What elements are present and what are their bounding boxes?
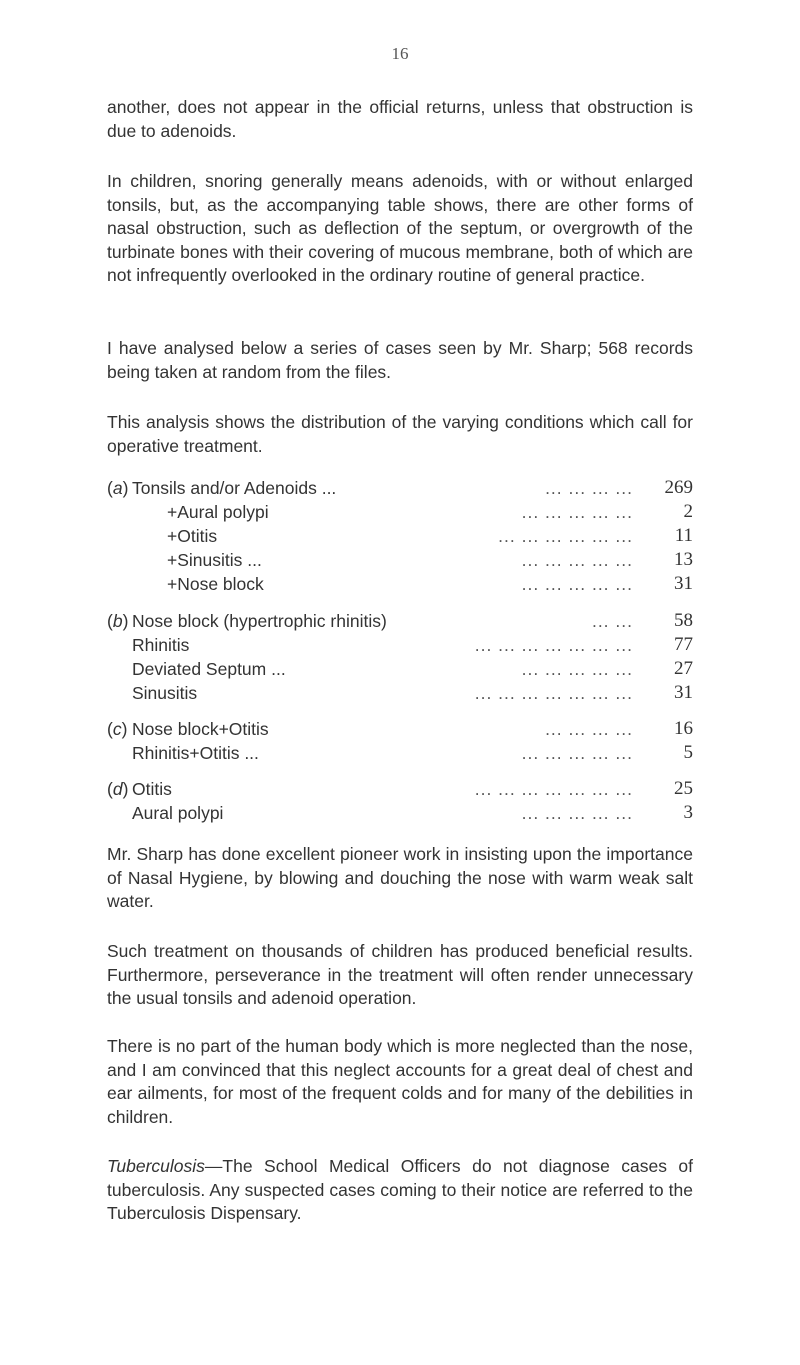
- row-value: 58: [674, 610, 693, 631]
- table-row: [107, 500, 693, 524]
- row-label: Tonsils and/or Adenoids ...: [132, 478, 337, 498]
- row-label: Rhinitis+Otitis ...: [132, 743, 259, 763]
- row-leader-dots: ... ... ... ...: [545, 719, 633, 739]
- row-leader-dots: ... ... ... ... ... ... ...: [474, 635, 633, 655]
- row-leader-dots: ... ... ... ... ...: [521, 743, 633, 763]
- row-value: 269: [664, 477, 693, 498]
- group-letter: (b): [107, 611, 129, 631]
- row-label: +Otitis: [167, 526, 218, 546]
- paragraph-8: [107, 1155, 693, 1226]
- row-label: +Nose block: [167, 574, 264, 594]
- paragraph-4: This analysis shows the distribution of the varying conditions which call for operative treatment.: [107, 412, 693, 456]
- table-row: [107, 717, 693, 741]
- row-label: Rhinitis: [132, 635, 190, 655]
- row-value: 5: [683, 742, 693, 763]
- group-letter: (c): [107, 719, 128, 739]
- row-leader-dots: ... ... ... ...: [545, 478, 633, 498]
- row-value: 2: [683, 501, 693, 522]
- row-leader-dots: ... ... ... ... ...: [521, 803, 633, 823]
- paragraph-2: In children, snoring generally means adenoids, with or without enlarged tonsils, but, as the accompanying table shows, there are other forms of nasal obstruction, such as deflection of the septum, or overgrowth of the turbinate bones with their covering of mucous membrane, both of which are not infrequently overlooked in the ordinary routine of general practice.: [107, 171, 693, 285]
- row-label: Aural polypi: [132, 803, 224, 823]
- table-row: [107, 741, 693, 765]
- table-row: [107, 801, 693, 825]
- row-label: Nose block+Otitis: [132, 719, 269, 739]
- row-value: 27: [674, 658, 693, 679]
- tuberculosis-heading: Tuberculosis: [107, 1156, 205, 1176]
- table-row: [107, 777, 693, 801]
- page-number: 16: [391, 44, 409, 63]
- table-row: [107, 548, 693, 572]
- table-row: [107, 657, 693, 681]
- row-label: Deviated Septum ...: [132, 659, 286, 679]
- row-leader-dots: ... ... ... ... ...: [521, 550, 633, 570]
- row-label: Otitis: [132, 779, 172, 799]
- paragraph-5: Mr. Sharp has done excellent pioneer work in insisting upon the importance of Nasal Hygiene, by blowing and douching the nose with warm weak salt water.: [107, 844, 693, 911]
- group-letter: (a): [107, 478, 129, 498]
- paragraph-1: another, does not appear in the official returns, unless that obstruction is due to adenoids.: [107, 97, 693, 141]
- row-value: 13: [674, 549, 693, 570]
- table-row: [107, 524, 693, 548]
- row-label: +Sinusitis ...: [167, 550, 262, 570]
- row-leader-dots: ... ... ... ... ... ... ...: [474, 779, 633, 799]
- row-label: +Aural polypi: [167, 502, 269, 522]
- row-value: 11: [674, 525, 693, 546]
- row-label: Sinusitis: [132, 683, 198, 703]
- row-leader-dots: ... ... ... ... ... ... ...: [474, 683, 633, 703]
- tuberculosis-text: —The School Medical Officers do not diagnose cases of tuberculosis. Any suspected cases coming to their notice are referred to the Tuberculosis Dispensary.: [107, 1156, 693, 1223]
- table-row: [107, 572, 693, 596]
- row-leader-dots: ... ... ... ... ...: [521, 502, 633, 522]
- row-leader-dots: ... ... ... ... ...: [521, 659, 633, 679]
- row-leader-dots: ... ... ... ... ... ...: [498, 526, 633, 546]
- row-value: 31: [674, 682, 693, 703]
- table-row: [107, 681, 693, 705]
- row-value: 77: [674, 634, 693, 655]
- paragraph-3: I have analysed below a series of cases seen by Mr. Sharp; 568 records being taken at random from the files.: [107, 338, 693, 382]
- group-letter: (d): [107, 779, 129, 799]
- table-row: [107, 633, 693, 657]
- row-leader-dots: ... ... ... ... ...: [521, 574, 633, 594]
- row-label: Nose block (hypertrophic rhinitis): [132, 611, 387, 631]
- row-value: 25: [674, 778, 693, 799]
- paragraph-7: There is no part of the human body which is more neglected than the nose, and I am convinced that this neglect accounts for a great deal of chest and ear ailments, for most of the frequent colds and for many of the debilities in children.: [107, 1036, 693, 1127]
- row-value: 31: [674, 573, 693, 594]
- row-value: 3: [683, 802, 693, 823]
- paragraph-6: Such treatment on thousands of children has produced beneficial results. Furthermore, perseverance in the treatment will often render unnecessary the usual tonsils and adenoid operation.: [107, 941, 693, 1008]
- table-row: [107, 476, 693, 500]
- row-leader-dots: ... ...: [591, 611, 633, 631]
- table-row: [107, 609, 693, 633]
- row-value: 16: [674, 718, 693, 739]
